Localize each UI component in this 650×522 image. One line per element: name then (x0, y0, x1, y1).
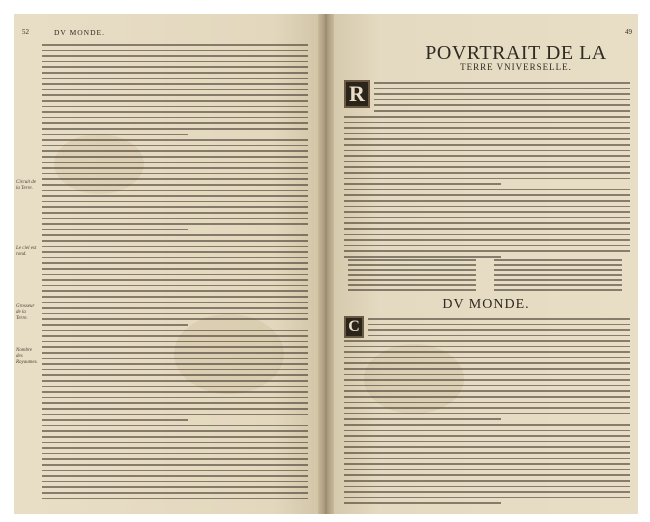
text-line (348, 279, 476, 281)
left-page (14, 14, 318, 514)
text-line (42, 78, 308, 80)
text-line (42, 436, 308, 438)
text-line (42, 442, 308, 444)
text-line (344, 178, 630, 180)
text-line (494, 284, 622, 286)
text-line (42, 50, 308, 52)
text-line (344, 239, 630, 241)
text-line (344, 385, 630, 387)
text-line (344, 189, 630, 191)
text-line (42, 318, 308, 320)
text-line (42, 139, 308, 141)
text-line (42, 380, 308, 382)
text-line (344, 340, 630, 342)
text-line (344, 127, 630, 129)
text-line (348, 274, 476, 276)
text-line (42, 296, 308, 298)
text-line (368, 324, 630, 326)
page-subtitle: TERRE VNIVERSELLE. (460, 62, 572, 72)
text-line (344, 491, 630, 493)
text-line (344, 390, 630, 392)
text-line (344, 474, 630, 476)
text-line (42, 195, 308, 197)
text-line (344, 463, 630, 465)
book-gutter (318, 14, 334, 514)
text-line (42, 307, 308, 309)
text-line (42, 486, 308, 488)
text-line (368, 329, 630, 331)
text-line (42, 464, 308, 466)
right-page-number: 49 (625, 28, 632, 36)
text-line (494, 289, 622, 291)
text-line (344, 161, 630, 163)
text-line (344, 413, 630, 415)
text-line (344, 502, 501, 504)
text-line (344, 194, 630, 196)
text-line (42, 66, 308, 68)
text-line (42, 363, 308, 365)
text-line (344, 418, 501, 420)
text-line (42, 481, 308, 483)
text-line (42, 285, 308, 287)
text-line (42, 223, 308, 225)
dropcap-letter: R (344, 80, 370, 108)
text-line (42, 290, 308, 292)
text-line (42, 374, 308, 376)
text-line (42, 279, 308, 281)
text-line (42, 335, 308, 337)
text-line (42, 218, 308, 220)
text-line (344, 166, 630, 168)
text-line (344, 396, 630, 398)
text-line (344, 441, 630, 443)
text-line (494, 269, 622, 271)
text-line (42, 498, 308, 500)
text-line (42, 330, 308, 332)
margin-note: Le ciel est rond. (16, 246, 37, 257)
text-line (344, 368, 630, 370)
text-line (42, 447, 308, 449)
text-line (374, 104, 630, 106)
text-line (344, 346, 630, 348)
text-line (42, 492, 308, 494)
text-line (374, 99, 630, 101)
text-line (42, 453, 308, 455)
text-line (42, 111, 308, 113)
page-title: POVRTRAIT DE LA (425, 42, 607, 64)
right-page (334, 14, 638, 514)
text-line (42, 257, 308, 259)
text-line (42, 414, 308, 416)
dropcap-letter: C (344, 316, 364, 338)
text-line (42, 184, 308, 186)
text-line (42, 167, 308, 169)
text-line (42, 313, 308, 315)
text-line (344, 222, 630, 224)
text-line (344, 172, 630, 174)
text-line (344, 497, 630, 499)
text-line (42, 458, 308, 460)
text-line (42, 89, 308, 91)
text-line (42, 117, 308, 119)
text-line (42, 206, 308, 208)
text-line (344, 362, 630, 364)
text-line (374, 110, 630, 112)
text-line (42, 324, 188, 326)
text-line (42, 100, 308, 102)
margin-note: Nombre des Royaumes. (16, 348, 38, 365)
text-line (42, 190, 308, 192)
text-line (42, 358, 308, 360)
text-line (42, 122, 308, 124)
text-line (344, 458, 630, 460)
text-line (42, 178, 308, 180)
text-line (42, 61, 308, 63)
text-line (344, 469, 630, 471)
text-line (42, 419, 188, 421)
text-line (42, 262, 308, 264)
section-heading: DV MONDE. (442, 297, 530, 312)
text-line (368, 318, 630, 320)
text-line (42, 274, 308, 276)
text-line (42, 470, 308, 472)
text-line (42, 346, 308, 348)
text-line (368, 335, 630, 337)
text-line (344, 480, 630, 482)
text-line (348, 269, 476, 271)
text-line (344, 150, 630, 152)
text-line (42, 251, 308, 253)
left-running-head: DV MONDE. (54, 28, 105, 37)
text-line (42, 173, 308, 175)
text-line (344, 155, 630, 157)
text-line (374, 82, 630, 84)
text-line (344, 486, 630, 488)
text-line (42, 44, 308, 46)
text-line (42, 268, 308, 270)
text-line (344, 351, 630, 353)
text-line (344, 407, 630, 409)
text-line (344, 430, 630, 432)
text-line (494, 264, 622, 266)
text-line (348, 289, 476, 291)
text-line (344, 379, 630, 381)
text-line (42, 212, 308, 214)
text-line (344, 357, 630, 359)
text-line (42, 134, 188, 136)
text-line (42, 156, 308, 158)
text-line (42, 234, 308, 236)
text-line (344, 144, 630, 146)
text-line (42, 402, 308, 404)
text-line (42, 386, 308, 388)
text-line (348, 264, 476, 266)
text-line (344, 250, 630, 252)
text-line (344, 435, 630, 437)
text-line (42, 145, 308, 147)
text-line (42, 150, 308, 152)
text-line (42, 240, 308, 242)
text-line (42, 128, 308, 130)
text-line (42, 408, 308, 410)
text-line (344, 138, 630, 140)
text-line (344, 133, 630, 135)
text-line (344, 402, 630, 404)
text-line (42, 94, 308, 96)
margin-note: Grosseur de la Terre. (16, 304, 35, 321)
text-line (42, 369, 308, 371)
book-spread (14, 14, 638, 514)
text-line (42, 425, 308, 427)
text-line (494, 259, 622, 261)
text-line (42, 475, 308, 477)
text-line (42, 229, 188, 231)
text-line (344, 374, 630, 376)
text-line (348, 284, 476, 286)
text-line (42, 83, 308, 85)
text-line (42, 352, 308, 354)
margin-note: Circuit de la Terre. (16, 180, 36, 191)
text-line (494, 279, 622, 281)
text-line (344, 116, 630, 118)
text-line (374, 93, 630, 95)
text-line (344, 206, 630, 208)
text-line (494, 274, 622, 276)
text-line (42, 246, 308, 248)
text-line (42, 162, 308, 164)
text-line (42, 201, 308, 203)
text-line (344, 200, 630, 202)
text-line (42, 341, 308, 343)
text-line (42, 55, 308, 57)
text-line (42, 106, 308, 108)
text-line (42, 430, 308, 432)
text-line (344, 211, 630, 213)
text-line (344, 424, 630, 426)
text-line (42, 397, 308, 399)
text-line (348, 259, 476, 261)
text-line (344, 446, 630, 448)
text-line (374, 88, 630, 90)
text-line (344, 256, 501, 258)
text-line (344, 228, 630, 230)
text-line (344, 183, 501, 185)
text-line (344, 452, 630, 454)
text-line (344, 217, 630, 219)
text-line (42, 302, 308, 304)
text-line (344, 245, 630, 247)
text-line (42, 391, 308, 393)
text-line (344, 122, 630, 124)
left-page-number: 52 (22, 28, 29, 36)
text-line (344, 234, 630, 236)
text-line (42, 72, 308, 74)
